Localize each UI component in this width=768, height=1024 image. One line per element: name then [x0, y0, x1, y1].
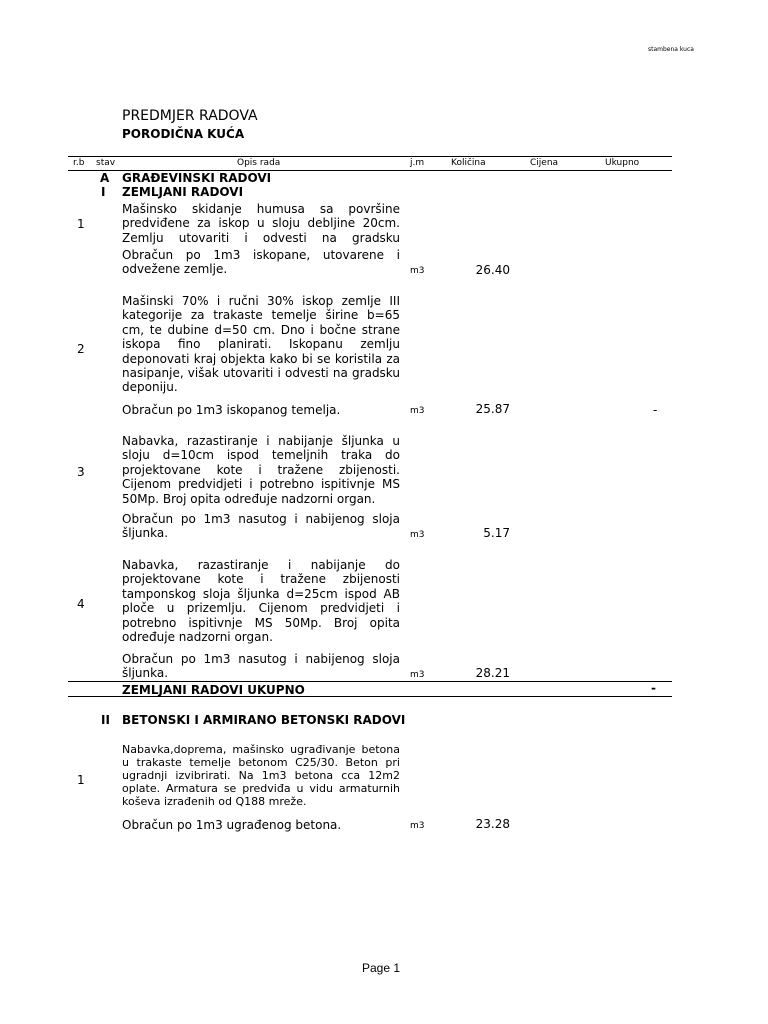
col-opis: Opis rada: [237, 158, 281, 168]
item-quantity: 26.40: [475, 263, 510, 277]
section-letter: A: [100, 171, 110, 185]
item-description: Mašinsko skidanje humusa sa površine predviđene za iskop u sloju debljine 20cm. Zemlju utovariti i odvesti na gradsku: [122, 202, 400, 245]
col-rb: r.b: [73, 158, 85, 168]
subtotal-label: ZEMLJANI RADOVI UKUPNO: [122, 683, 305, 697]
col-kolicina: Količina: [451, 158, 486, 168]
item-number: 2: [77, 342, 85, 356]
subsection-roman: I: [101, 185, 106, 199]
item-unit: m3: [410, 266, 425, 276]
item-calc: Obračun po 1m3 ugrađenog betona.: [122, 818, 342, 832]
item-number: 1: [77, 217, 85, 231]
col-stav: stav: [96, 158, 116, 168]
subtotal-value: -: [651, 681, 656, 695]
col-jm: j.m: [410, 158, 425, 168]
item-description: Mašinski 70% i ručni 30% iskop zemlje III kategorije za trakaste temelje širine b=65 cm, te dubine d=50 cm. Dno i bočne strane iskopa fino planirati. Iskopanu zemlju deponovati kraj objekta kako bi se koristila za nasipanje, višak utovariti i odvesti na gradsku deponiju.: [122, 294, 400, 395]
item-description: Nabavka, razastiranje i nabijanje šljunka u sloju d=10cm ispod temeljnih traka do projektovane kote i tražene zbijenosti. Cijenom predvidjeti i potrebno ispitivnje MS 50Mp. Broj opita određuje nadzorni organ.: [122, 434, 400, 506]
item-description: Nabavka,doprema, mašinsko ugrađivanje betona u trakaste temelje betonom C25/30. Beton pri ugradnji izvibrirati. Na 1m3 betona cca 12m2 oplate. Armatura se predviđa u vidu armaturnih koševa izrađenih od Q188 mreže.: [122, 743, 400, 808]
col-cijena: Cijena: [530, 158, 559, 168]
subtotal-bottom-rule: [68, 696, 672, 697]
item-calc: Obračun po 1m3 nasutog i nabijenog sloja šljunka.: [122, 652, 400, 681]
item-number: 1: [77, 773, 85, 787]
item-number: 3: [77, 465, 85, 479]
page-header: stambena kuca: [648, 46, 694, 53]
col-ukupno: Ukupno: [605, 158, 640, 168]
section-title: BETONSKI I ARMIRANO BETONSKI RADOVI: [122, 713, 406, 727]
item-unit: m3: [410, 406, 425, 416]
item-unit: m3: [410, 821, 425, 831]
item-quantity: 23.28: [475, 817, 510, 831]
document-title: PREDMJER RADOVA: [122, 108, 258, 124]
section-title: GRAĐEVINSKI RADOVI: [122, 171, 272, 185]
item-calc: Obračun po 1m3 nasutog i nabijenog sloja šljunka.: [122, 512, 400, 541]
subsection-title: ZEMLJANI RADOVI: [122, 185, 244, 199]
document-subtitle: PORODIČNA KUĆA: [122, 127, 245, 141]
item-unit: m3: [410, 670, 425, 680]
section-roman: II: [101, 713, 110, 727]
item-quantity: 28.21: [475, 666, 510, 680]
table-top-rule: [68, 156, 672, 157]
item-quantity: 25.87: [475, 402, 510, 416]
subtotal-top-rule: [68, 681, 672, 682]
item-calc: Obračun po 1m3 iskopanog temelja.: [122, 403, 341, 417]
item-quantity: 5.17: [483, 526, 510, 540]
item-unit: m3: [410, 530, 425, 540]
page-footer: Page 1: [362, 961, 401, 975]
item-number: 4: [77, 597, 85, 611]
item-description: Nabavka, razastiranje i nabijanje do projektovane kote i tražene zbijenosti tamponskog sloja šljunka d=25cm ispod AB ploče u prizemlju. Cijenom predvidjeti i potrebno ispitivnje MS 50Mp. Broj opita određuje nadzorni organ.: [122, 558, 400, 645]
item-total: -: [653, 403, 658, 417]
item-calc: Obračun po 1m3 iskopane, utovarene i odvežene zemlje.: [122, 248, 400, 277]
